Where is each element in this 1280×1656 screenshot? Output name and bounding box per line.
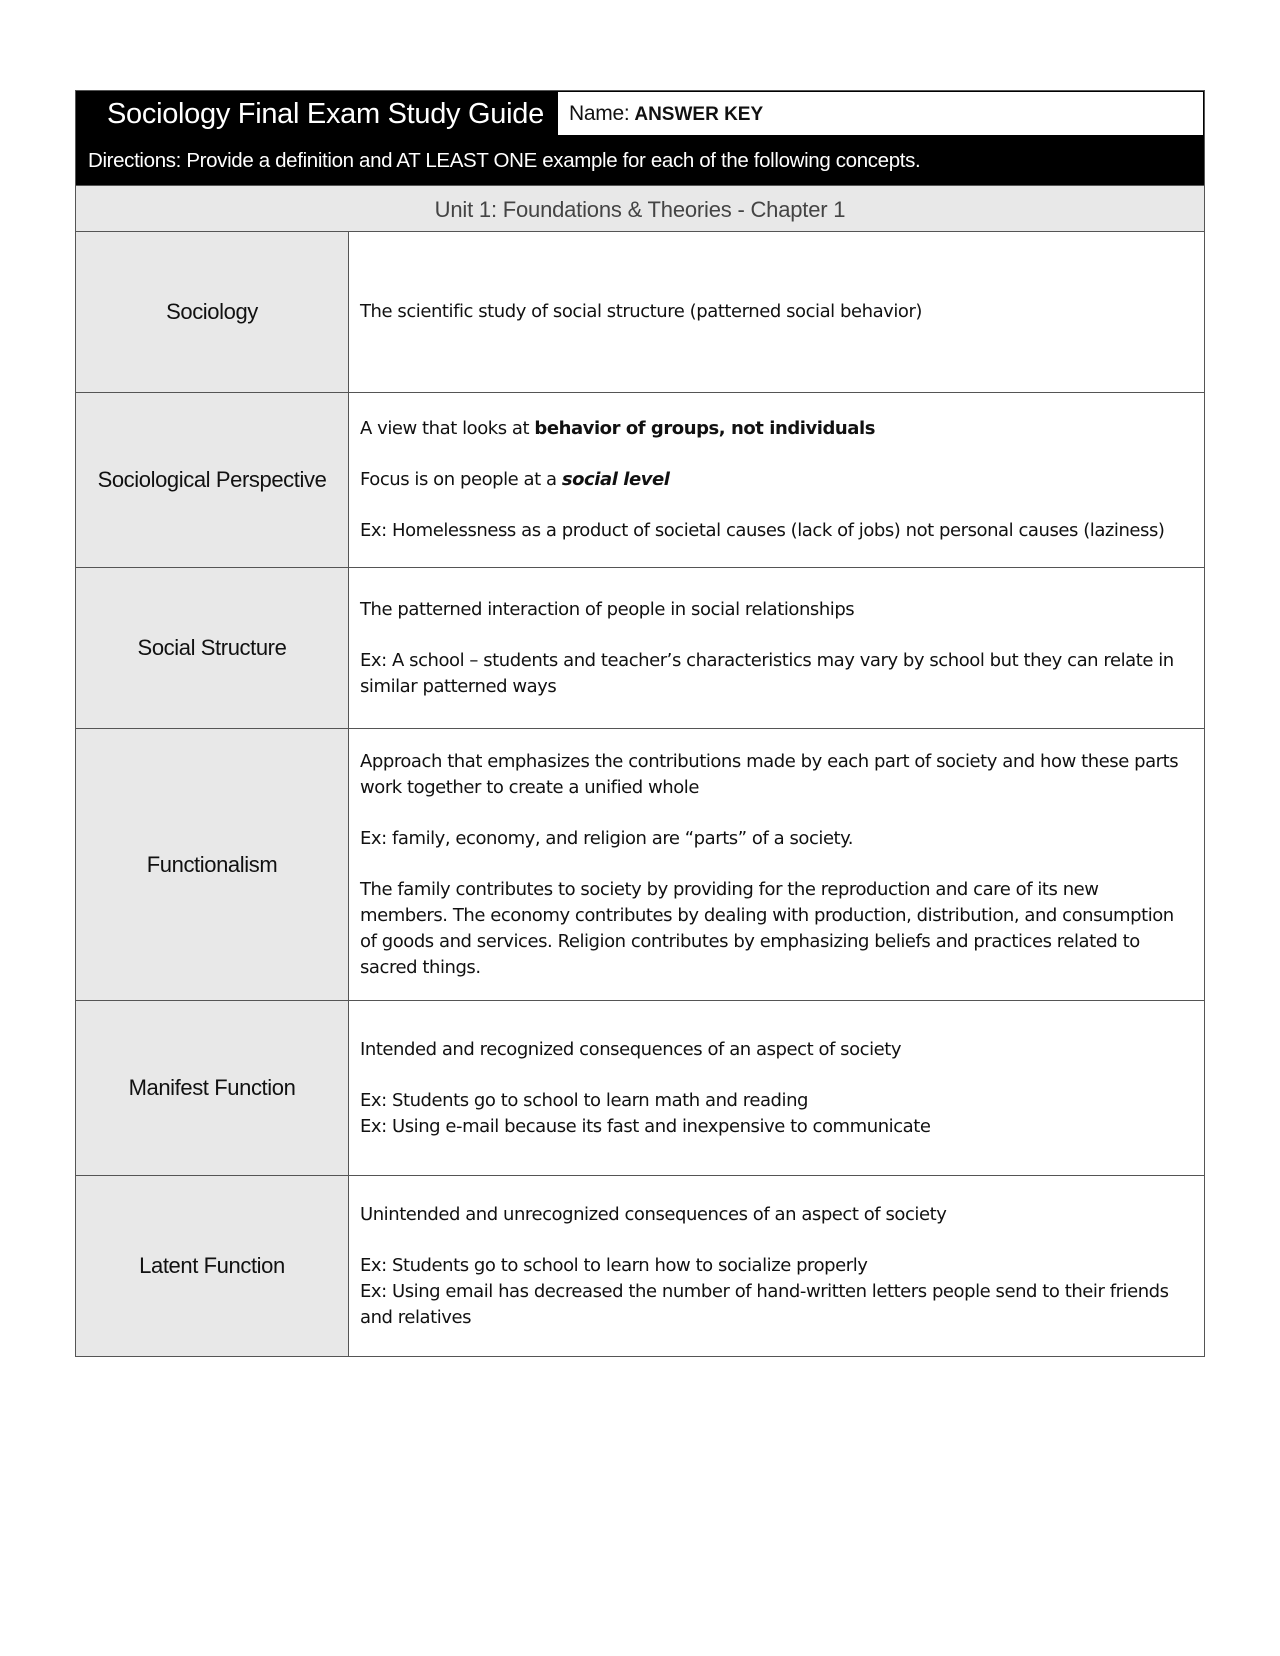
example-text-1: Ex: Students go to school to learn math and reading <box>360 1089 809 1111</box>
example-text: Ex: Homelessness as a product of societal causes (lack of jobs) not personal causes (laziness) <box>360 520 1165 541</box>
example-text: Ex: A school – students and teacher’s characteristics may vary by school but they can relate in similar patterned ways <box>360 649 1174 697</box>
definition-emphasis: behavior of groups, not individuals <box>534 418 875 439</box>
name-field <box>558 91 1204 137</box>
directions-text: Directions: Provide a definition and AT LEAST ONE example for each of the following concepts. <box>76 137 1204 185</box>
example-text: Ex: family, economy, and religion are “parts” of a society. <box>360 827 854 849</box>
name-label: Name: <box>569 102 630 125</box>
definition-text: Unintended and unrecognized consequences of an aspect of society <box>360 1203 947 1225</box>
definition-text: The patterned interaction of people in social relationships <box>360 598 855 620</box>
definition-cell <box>349 1001 1204 1175</box>
title-row <box>76 91 1204 137</box>
example-text-2: Ex: Using e-mail because its fast and inexpensive to communicate <box>360 1115 931 1137</box>
document-title: Sociology Final Exam Study Guide <box>107 98 544 130</box>
term-cell: Sociology <box>76 232 349 392</box>
concept-row-sociological-perspective <box>76 393 1204 568</box>
term-cell: Functionalism <box>76 729 349 1000</box>
definition-cell <box>349 1176 1204 1356</box>
definition-cell <box>349 568 1204 728</box>
definition-cell <box>349 232 1204 392</box>
unit-header: Unit 1: Foundations & Theories - Chapter 1 <box>76 185 1204 232</box>
definition-text: Intended and recognized consequences of an aspect of society <box>360 1038 902 1060</box>
concept-row-latent-function <box>76 1176 1204 1356</box>
concept-row-functionalism <box>76 729 1204 1001</box>
example-text-1: Ex: Students go to school to learn how to socialize properly <box>360 1254 868 1276</box>
name-value: ANSWER KEY <box>634 104 764 125</box>
concept-row-social-structure <box>76 568 1204 729</box>
term-cell: Latent Function <box>76 1176 349 1356</box>
study-guide-table <box>75 90 1205 1357</box>
definition-text: Approach that emphasizes the contributions made by each part of society and how these parts work together to create a unified whole <box>360 750 1179 798</box>
definition-cell <box>349 729 1204 1000</box>
example-text-2: Ex: Using email has decreased the number of hand-written letters people send to their friends and relatives <box>360 1280 1169 1328</box>
definition-cell <box>349 393 1204 567</box>
term-cell: Sociological Perspective <box>76 393 349 567</box>
definition-text: The scientific study of social structure (patterned social behavior) <box>360 301 922 322</box>
term-cell: Manifest Function <box>76 1001 349 1175</box>
concept-row-sociology <box>76 232 1204 393</box>
focus-emphasis: social level <box>561 469 670 490</box>
focus-text <box>360 467 1190 493</box>
definition-text <box>360 416 1190 442</box>
concept-row-manifest-function <box>76 1001 1204 1176</box>
detail-text: The family contributes to society by providing for the reproduction and care of its new members. The economy contributes by dealing with production, distribution, and consumption of goods and services. Religion contributes by emphasizing beliefs and practices related to sacred things. <box>360 878 1174 978</box>
term-cell: Social Structure <box>76 568 349 728</box>
focus-text-part: Focus is on people at a <box>360 469 562 490</box>
definition-text-part: A view that looks at <box>360 418 535 439</box>
